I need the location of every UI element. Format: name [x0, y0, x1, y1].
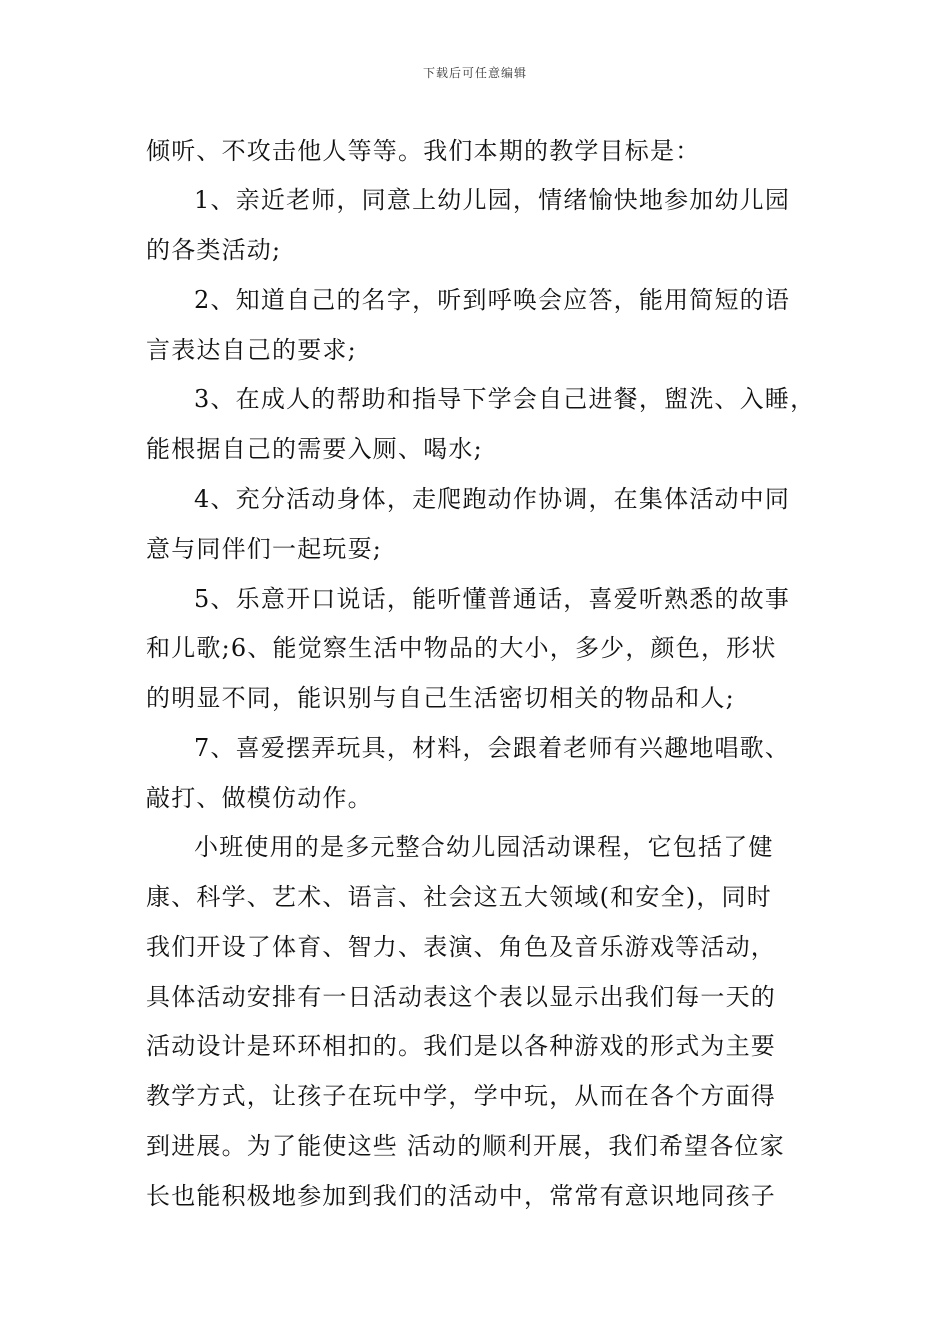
body-line: 长也能积极地参加到我们的活动中，常常有意识地同孩子	[146, 1182, 776, 1210]
body-line: 和儿歌;6、能觉察生活中物品的大小，多少，颜色，形状	[146, 634, 777, 662]
body-line: 我们开设了体育、智力、表演、角色及音乐游戏等活动，	[146, 933, 776, 961]
body-line: 小班使用的是多元整合幼儿园活动课程，它包括了健	[194, 833, 774, 861]
body-line: 具体活动安排有一日活动表这个表以显示出我们每一天的	[146, 983, 776, 1011]
body-line: 2、知道自己的名字，听到呼唤会应答，能用简短的语	[194, 286, 791, 314]
body-line: 意与同伴们一起玩耍;	[146, 535, 383, 563]
body-line: 康、科学、艺术、语言、社会这五大领域(和安全)，同时	[146, 883, 772, 911]
body-line: 5、乐意开口说话，能听懂普通话，喜爱听熟悉的故事	[194, 585, 791, 613]
body-line: 言表达自己的要求;	[146, 336, 357, 364]
body-line: 倾听、不攻击他人等等。我们本期的教学目标是：	[146, 137, 701, 165]
body-line: 活动设计是环环相扣的。我们是以各种游戏的形式为主要	[146, 1032, 776, 1060]
body-line: 的明显不同，能识别与自己生活密切相关的物品和人;	[146, 684, 735, 712]
body-line: 能根据自己的需要入厕、喝水;	[146, 435, 483, 463]
body-line: 4、充分活动身体，走爬跑动作协调，在集体活动中同	[194, 485, 791, 513]
body-line: 敲打、做模仿动作。	[146, 784, 373, 812]
body-line: 1、亲近老师，同意上幼儿园，情绪愉快地参加幼儿园	[194, 186, 791, 214]
page-header: 下载后可任意编辑	[422, 66, 527, 80]
body-line: 到进展。为了能使这些 活动的顺利开展，我们希望各位家	[146, 1132, 785, 1160]
body-line: 教学方式，让孩子在玩中学，学中玩，从而在各个方面得	[146, 1082, 776, 1110]
body-line: 7、喜爱摆弄玩具，材料，会跟着老师有兴趣地唱歌、	[194, 734, 791, 762]
body-line: 的各类活动;	[146, 236, 282, 264]
body-line: 3、在成人的帮助和指导下学会自己进餐，盥洗、入睡，	[194, 385, 816, 413]
